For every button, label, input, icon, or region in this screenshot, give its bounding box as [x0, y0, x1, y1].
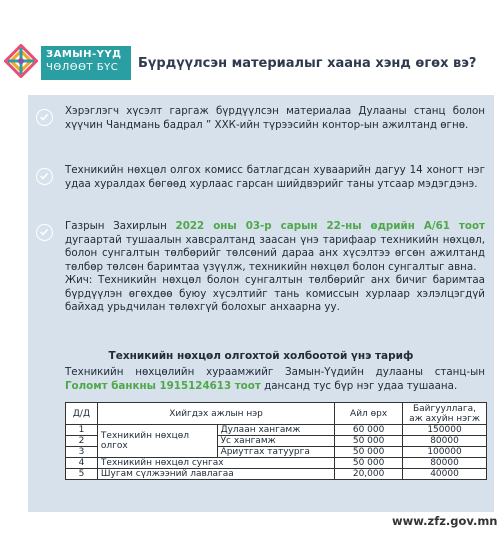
bank-account-highlight: Голомт банкны 1915124613 тоот [65, 379, 261, 392]
info-panel [28, 95, 494, 512]
tariff-table [65, 402, 487, 480]
row-no: 5 [66, 469, 98, 480]
header-area: Айл өрх [335, 403, 403, 425]
row-fee: 150000 [403, 425, 487, 436]
table-row [66, 458, 487, 469]
group-label: Техникийн нөхцөл олгох [97, 425, 217, 458]
tariff-note [65, 366, 485, 393]
table-header-row [66, 403, 487, 425]
row-fee: 40000 [403, 469, 487, 480]
header-fee: Байгууллага, аж ахуйн нэгж [403, 403, 487, 425]
row-fee: 80000 [403, 436, 487, 447]
table-row [66, 469, 487, 480]
check-circle-icon [36, 109, 53, 126]
header [0, 0, 500, 82]
row-no: 4 [66, 458, 98, 469]
item-text: Хэрэглэгч хүсэлт гаргаж бүрдүүлсэн материалаа Дулааны станц болон хүүчин Чандмань бадрал ” ХХК-ийн түрээсийн контор-ын ажилтанд өгнө. [65, 105, 485, 131]
header-name: Хийгдэх ажлын нэр [97, 403, 334, 425]
row-sub: Дулаан хангамж [217, 425, 335, 436]
row-no: 1 [66, 425, 98, 436]
table-row [66, 425, 487, 436]
row-area: 50 000 [335, 447, 403, 458]
row-fee: 100000 [403, 447, 487, 458]
row-fee: 80000 [403, 458, 487, 469]
item-text: Техникийн нөхцөл олгох комисс батлагдсан хуваарийн дагуу 14 хоногт нэг удаа хуралдах бөгөөд хурлаас гарсан шийдвэрийг таны утсаар мэдэгдэнэ. [65, 164, 485, 190]
row-name: Шугам сүлжээний лавлагаа [97, 469, 334, 480]
tariff-title: Техникийн нөхцөл олгохтой холбоотой үнэ тариф [108, 350, 414, 362]
row-no: 3 [66, 447, 98, 458]
row-name: Техникийн нөхцөл сунгах [97, 458, 334, 469]
item-note: Жич: Техникийн нөхцөл болон сунгалтын төлбөрийг анх бичиг баримтаа бүрдүүлэн өгөхдөө буюу хүсэлтийг тань комиссын хурлаар хэлэлцэгдүй байхад урьдчилан төлөхгүй болохыг анхаарна уу. [65, 274, 485, 313]
row-area: 20,000 [335, 469, 403, 480]
tariff-note-before: Техникийн нөхцөлийн хураамжийг Замын-Үүдийн дулааны станц-ын [65, 366, 485, 378]
row-sub: Ариутгах татуурга [217, 447, 335, 458]
row-sub: Ус хангамж [217, 436, 335, 447]
logo-line1: ЗАМЫН-ҮҮД [46, 49, 122, 60]
website-link[interactable]: www.zfz.gov.mn [392, 514, 498, 528]
row-area: 50 000 [335, 458, 403, 469]
logo-line2: ЧӨЛӨӨТ БҮС [46, 62, 119, 73]
tariff-note-after: дансанд тус бүр нэг удаа тушаана. [260, 379, 458, 392]
logo[interactable] [41, 46, 131, 80]
check-circle-icon [36, 168, 53, 185]
row-area: 50 000 [335, 436, 403, 447]
row-no: 2 [66, 436, 98, 447]
header-no: Д/Д [66, 403, 98, 425]
decree-highlight: 2022 оны 03-р сарын 22-ны өдрийн А/61 тоот [175, 220, 485, 232]
item-text-before: Газрын Захирлын [65, 220, 176, 232]
check-circle-icon [36, 224, 53, 241]
row-area: 60 000 [335, 425, 403, 436]
page-title: Бүрдүүлсэн материалыг хаана хэнд өгөх вэ? [138, 56, 477, 71]
item-text [65, 220, 485, 315]
item-text-after: дугаартай тушаалын хавсралтанд заасан үнэ тарифаар техникийн нөхцөл, болон сунгалтын төлбөрийг төлсөний дараа анх хүсэлтээ өгсөн ажилтанд төлбөр төлсөн баримтаа үзүүлж, техникийн нөхцөл болон сунгалтыг авна. [65, 233, 485, 273]
knot-logo-icon [4, 44, 38, 78]
